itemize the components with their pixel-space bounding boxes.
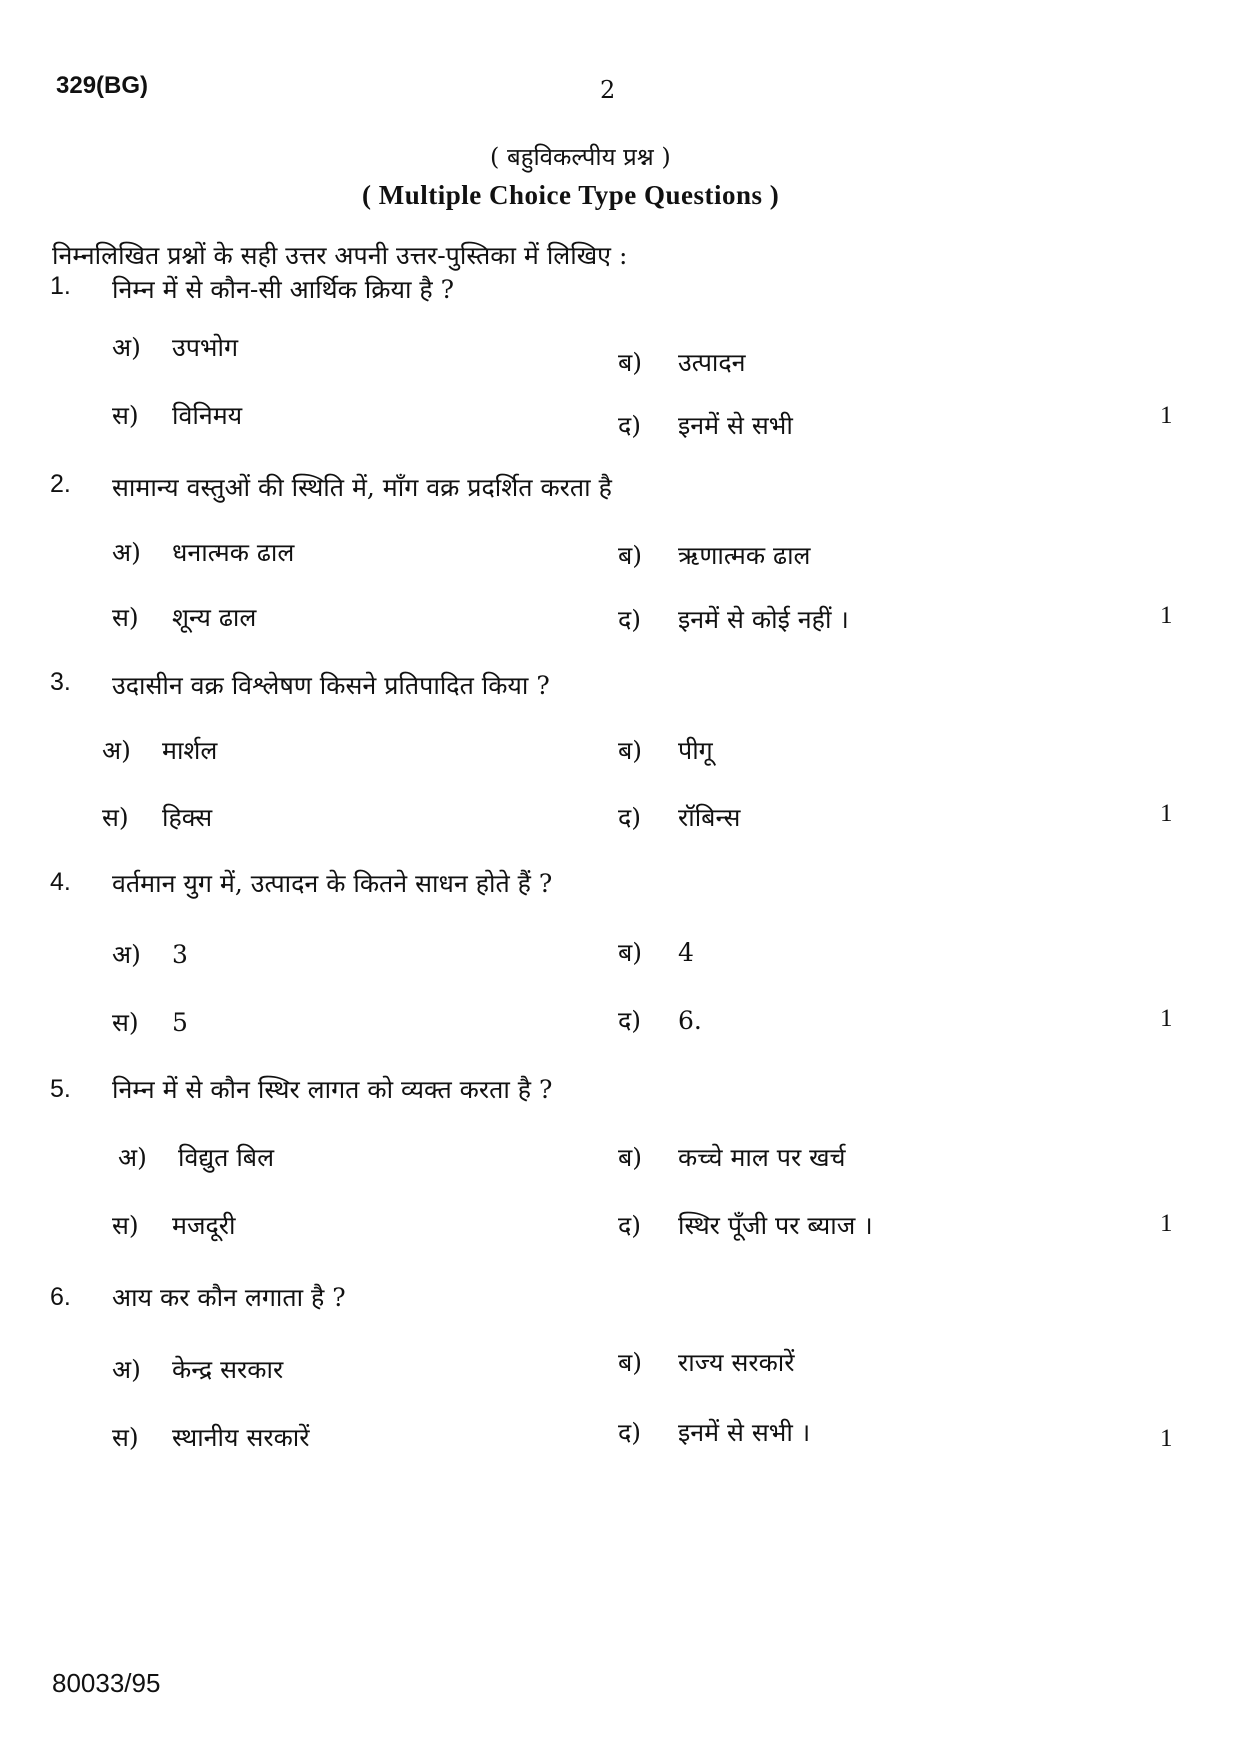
option-text: 3 bbox=[172, 940, 188, 969]
question-number: 2. bbox=[50, 470, 71, 498]
option-key: ब) bbox=[618, 736, 643, 765]
option-b bbox=[618, 1140, 845, 1174]
option-text: 5 bbox=[172, 1008, 188, 1037]
option-text: स्थानीय सरकारें bbox=[172, 1423, 310, 1452]
option-key: ब) bbox=[618, 541, 643, 570]
question-mark: 1 bbox=[1160, 402, 1173, 429]
question-number: 6. bbox=[50, 1283, 71, 1311]
option-text: इनमें से सभी bbox=[678, 411, 793, 440]
option-text: 6. bbox=[678, 1006, 702, 1035]
option-key: द) bbox=[618, 803, 642, 832]
option-a bbox=[112, 937, 188, 971]
question-mark: 1 bbox=[1160, 602, 1173, 629]
option-key: द) bbox=[618, 1418, 642, 1447]
option-a bbox=[102, 733, 217, 767]
option-c bbox=[112, 1005, 188, 1039]
option-key: द) bbox=[618, 1006, 642, 1035]
option-text: मार्शल bbox=[162, 736, 218, 765]
section-title-hindi: ( बहुविकल्पीय प्रश्न ) bbox=[490, 143, 671, 171]
option-key: अ) bbox=[118, 1143, 147, 1172]
option-b bbox=[618, 345, 746, 379]
option-text: मजदूरी bbox=[172, 1211, 236, 1240]
question-mark: 1 bbox=[1160, 1210, 1173, 1237]
option-key: अ) bbox=[112, 1355, 141, 1384]
option-key: अ) bbox=[112, 940, 141, 969]
section-title-english: ( Multiple Choice Type Questions ) bbox=[362, 180, 780, 210]
option-text: इनमें से सभी । bbox=[678, 1418, 811, 1447]
option-d bbox=[618, 1003, 702, 1037]
option-d bbox=[618, 1415, 810, 1449]
paper-code: 329(BG) bbox=[56, 72, 149, 99]
option-text: केन्द्र सरकार bbox=[172, 1355, 284, 1384]
option-c bbox=[112, 1420, 310, 1454]
option-key: द) bbox=[618, 411, 642, 440]
option-text: शून्य ढाल bbox=[172, 603, 257, 632]
option-text: इनमें से कोई नहीं । bbox=[678, 605, 849, 634]
option-key: स) bbox=[112, 401, 139, 430]
option-key: ब) bbox=[618, 938, 643, 967]
option-b bbox=[618, 935, 694, 969]
option-key: ब) bbox=[618, 1348, 643, 1377]
option-text: उत्पादन bbox=[678, 348, 746, 377]
option-a bbox=[112, 535, 294, 569]
instruction-text: निम्नलिखित प्रश्नों के सही उत्तर अपनी उत्तर-पुस्तिका में लिखिए : bbox=[52, 241, 628, 270]
option-text: स्थिर पूँजी पर ब्याज । bbox=[678, 1211, 873, 1240]
question-mark: 1 bbox=[1160, 1425, 1173, 1452]
question-text: आय कर कौन लगाता है ? bbox=[112, 1283, 346, 1312]
option-text: उपभोग bbox=[172, 333, 239, 362]
question-number: 5. bbox=[50, 1075, 71, 1103]
option-c bbox=[112, 600, 256, 634]
option-c bbox=[112, 1208, 235, 1242]
question-text: वर्तमान युग में, उत्पादन के कितने साधन होते हैं ? bbox=[112, 869, 553, 898]
page-number: 2 bbox=[600, 76, 616, 104]
question-number: 3. bbox=[50, 668, 71, 696]
option-c bbox=[112, 398, 242, 432]
question-text: सामान्य वस्तुओं की स्थिति में, माँग वक्र प्रदर्शित करता है bbox=[112, 473, 612, 502]
option-text: हिक्स bbox=[162, 803, 213, 832]
option-text: पीगू bbox=[678, 736, 713, 765]
option-key: स) bbox=[112, 1008, 139, 1037]
option-text: विनिमय bbox=[172, 401, 243, 430]
option-key: अ) bbox=[112, 333, 141, 362]
option-key: स) bbox=[112, 1423, 139, 1452]
option-a bbox=[118, 1140, 274, 1174]
option-c bbox=[102, 800, 212, 834]
option-key: द) bbox=[618, 1211, 642, 1240]
option-key: अ) bbox=[102, 736, 131, 765]
option-key: द) bbox=[618, 605, 642, 634]
option-text: विद्युत बिल bbox=[178, 1143, 275, 1172]
option-b bbox=[618, 733, 713, 767]
question-mark: 1 bbox=[1160, 1005, 1173, 1032]
option-key: ब) bbox=[618, 1143, 643, 1172]
option-a bbox=[112, 1352, 283, 1386]
footer-code: 80033/95 bbox=[52, 1668, 161, 1698]
option-text: कच्चे माल पर खर्च bbox=[678, 1143, 846, 1172]
question-mark: 1 bbox=[1160, 800, 1173, 827]
option-d bbox=[618, 800, 740, 834]
option-a bbox=[112, 330, 238, 364]
option-text: रॉबिन्स bbox=[678, 803, 741, 832]
option-text: ऋणात्मक ढाल bbox=[678, 541, 811, 570]
option-b bbox=[618, 1345, 794, 1379]
option-key: स) bbox=[112, 1211, 139, 1240]
option-b bbox=[618, 538, 811, 572]
option-text: धनात्मक ढाल bbox=[172, 538, 295, 567]
option-key: ब) bbox=[618, 348, 643, 377]
option-d bbox=[618, 602, 849, 636]
question-number: 1. bbox=[50, 272, 71, 300]
option-d bbox=[618, 408, 793, 442]
question-number: 4. bbox=[50, 868, 71, 896]
option-key: स) bbox=[102, 803, 129, 832]
option-text: 4 bbox=[678, 938, 694, 967]
question-text: निम्न में से कौन स्थिर लागत को व्यक्त करता है ? bbox=[112, 1075, 553, 1104]
question-text: निम्न में से कौन-सी आर्थिक क्रिया है ? bbox=[112, 275, 455, 304]
question-text: उदासीन वक्र विश्लेषण किसने प्रतिपादित किया ? bbox=[112, 671, 550, 700]
option-key: स) bbox=[112, 603, 139, 632]
option-d bbox=[618, 1208, 873, 1242]
option-text: राज्य सरकारें bbox=[678, 1348, 795, 1377]
option-key: अ) bbox=[112, 538, 141, 567]
